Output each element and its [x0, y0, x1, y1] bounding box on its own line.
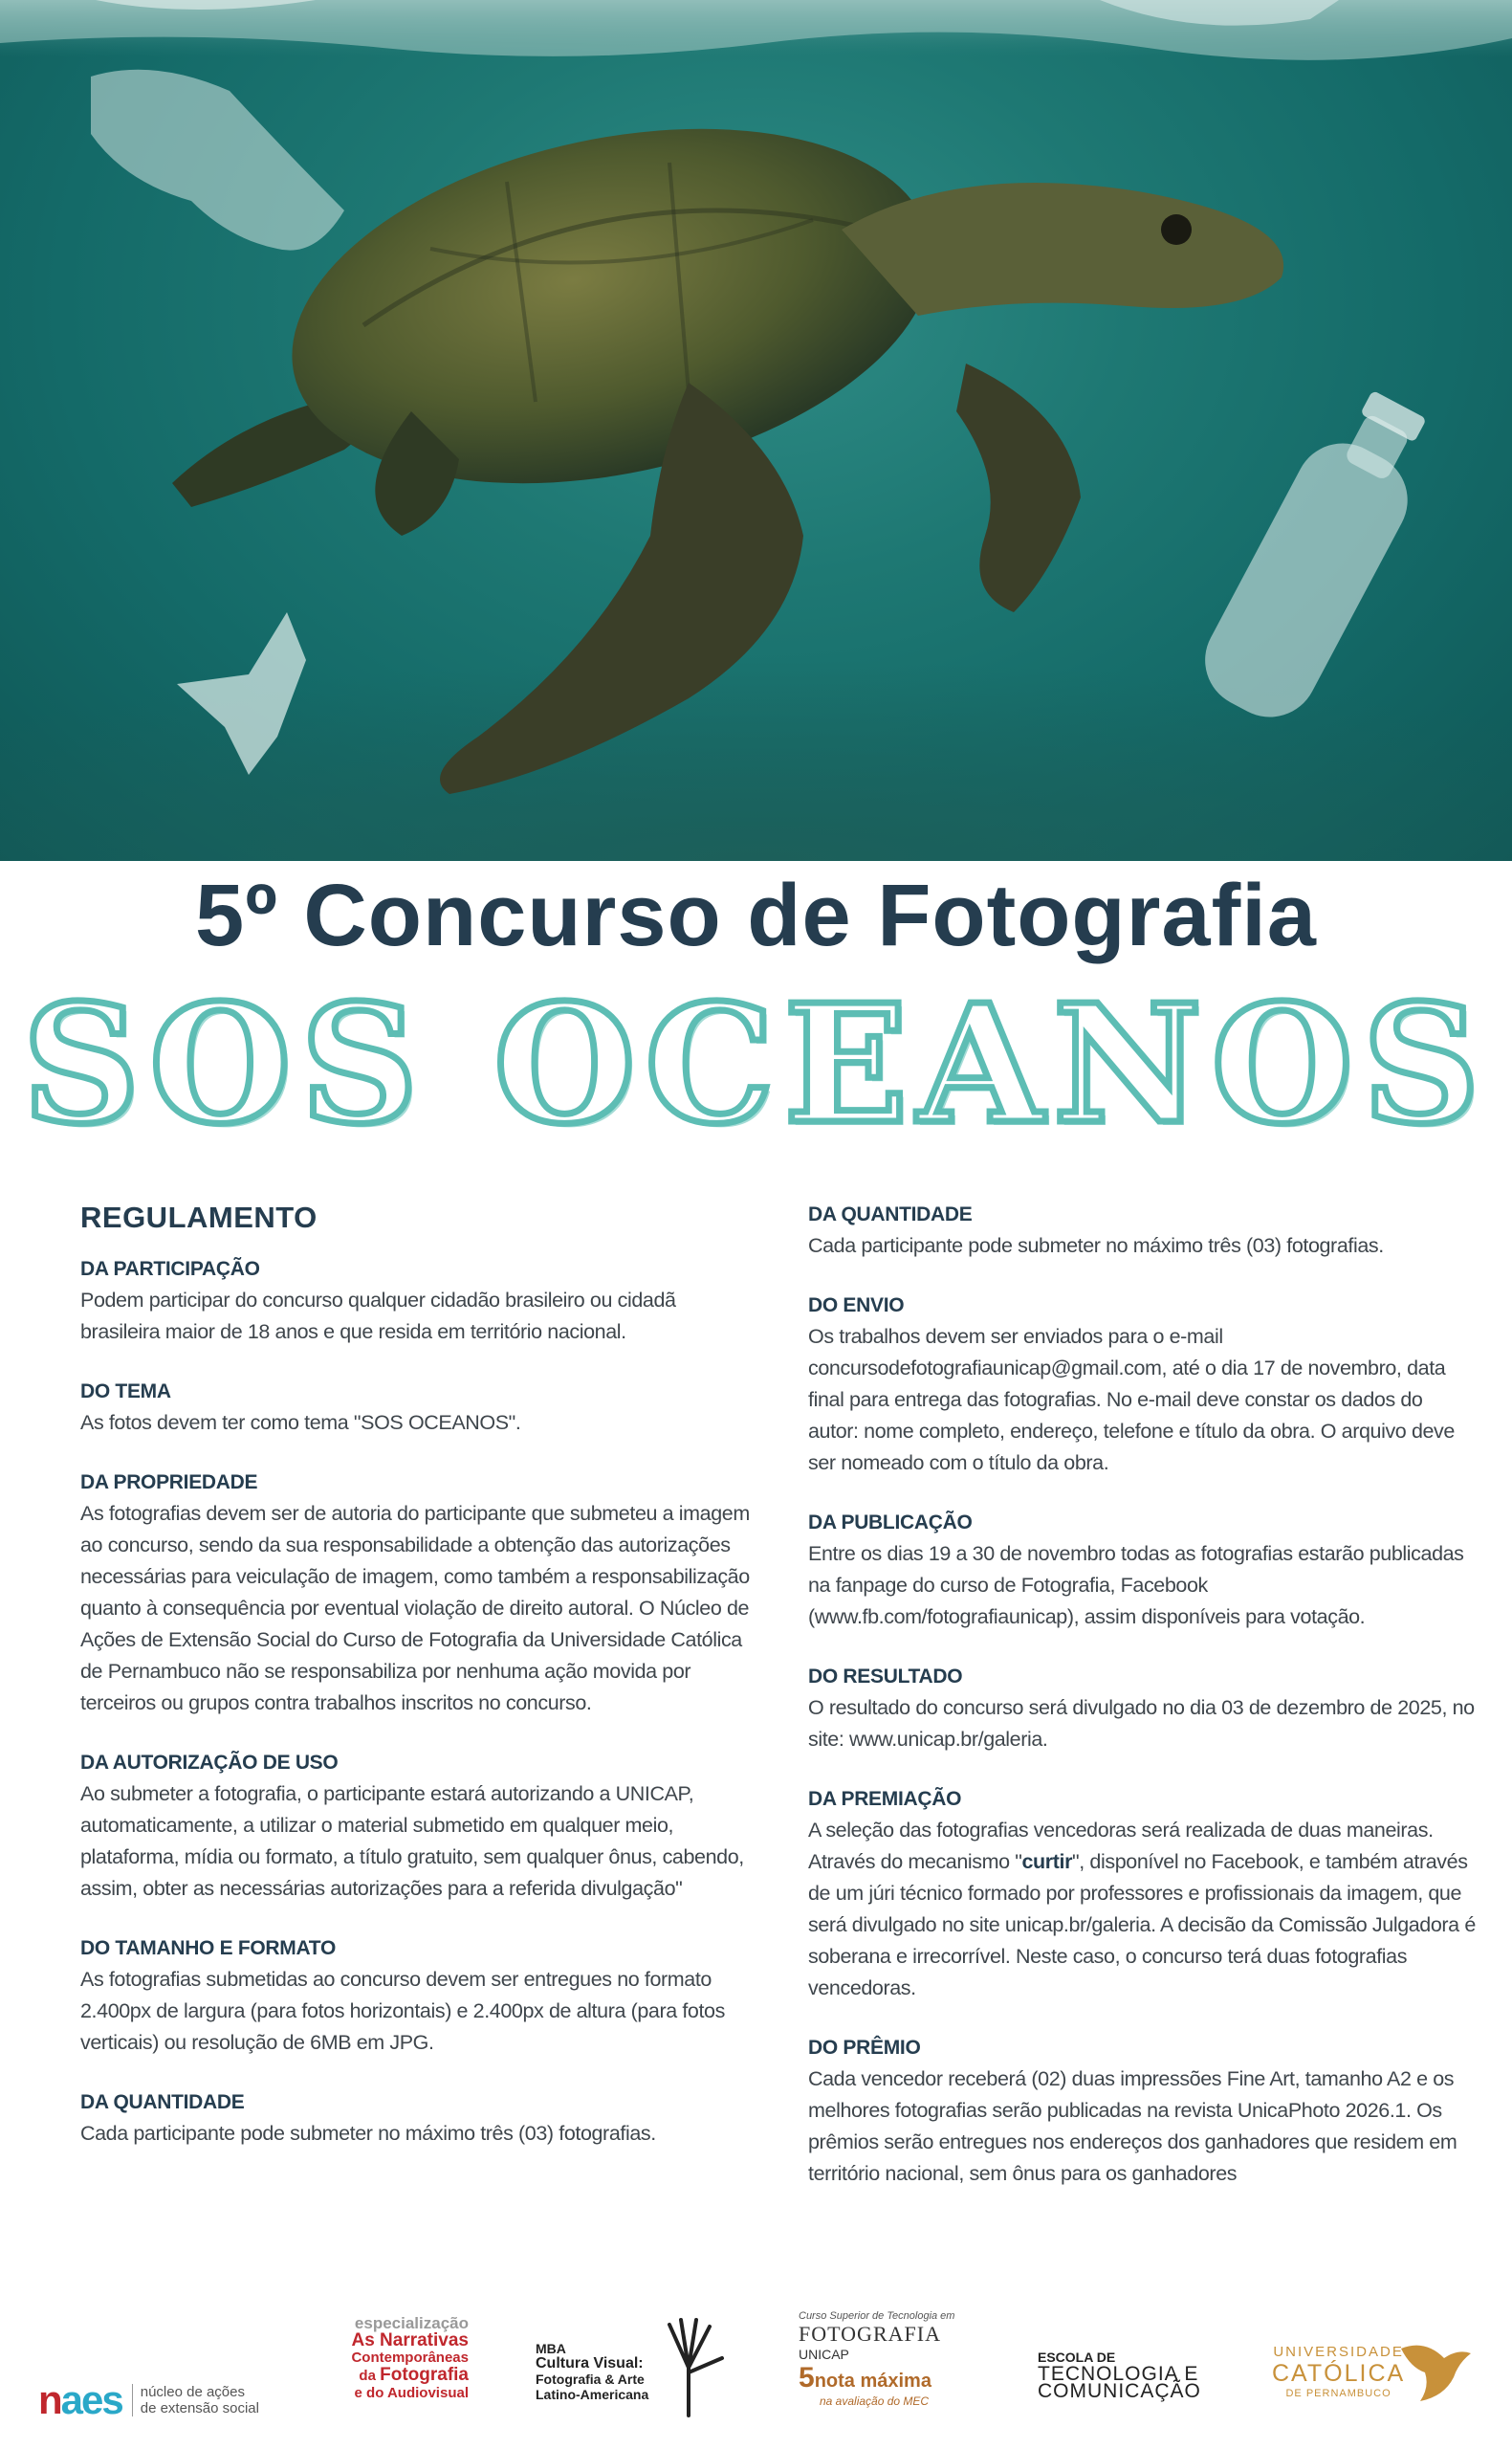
unicap-line-c: CATÓLICA: [1272, 2360, 1406, 2387]
naes-line1: núcleo de ações: [140, 2384, 245, 2400]
page-title: 5º Concurso de Fotografia: [195, 867, 1317, 964]
fu-big: FOTOGRAFIA: [799, 2322, 941, 2346]
narrativas-logo: [335, 2315, 469, 2402]
section-title: DO TAMANHO E FORMATO: [80, 1937, 336, 1959]
regulamento-heading: REGULAMENTO: [80, 1201, 318, 1234]
section-body: As fotografias submetidas ao concurso devem ser entregues no formato 2.400px de largura (para fotos horizontais) e 2.400px de altura (para fotos verticais) ou resolução de 6MB em JPG.: [80, 1968, 725, 2054]
unicap-line-u: UNIVERSIDADE: [1273, 2344, 1404, 2360]
narrativas-da: da: [359, 2368, 376, 2384]
regulamento-left-column: [80, 1201, 750, 2182]
rule-section: [808, 1203, 1478, 1262]
naes-line2: de extensão social: [140, 2400, 259, 2416]
section-title: DO ENVIO: [808, 1294, 905, 1316]
hand-icon: [650, 2315, 727, 2420]
narrativas-line-c1: Contemporâneas: [351, 2350, 469, 2366]
fu-nota: nota máxima: [814, 2371, 931, 2392]
rule-section: [808, 1666, 1478, 1755]
section-body-text: A seleção das fotografias vencedoras será realizada de duas maneiras. Através do mecanismo ": [808, 1819, 1434, 1873]
fu-nota-row: [799, 2362, 971, 2394]
sea-turtle-illustration: [0, 0, 1512, 861]
unicap-logo: [1272, 2344, 1405, 2399]
section-title: DA QUANTIDADE: [80, 2091, 245, 2113]
hero-photo: [0, 0, 1512, 861]
naes-logo: [38, 2377, 259, 2423]
rule-section: [80, 1258, 750, 1348]
section-body: Ao submeter a fotografia, o participante estará autorizando a UNICAP, automaticamente, a utilizar o material submetido em qualquer meio, plataforma, mídia ou formato, a título gratuito, sem qualquer ônus, cabendo, assim, obter as necessárias autorizações para a referida divulgação": [80, 1782, 744, 1900]
mba-logo: [536, 2341, 648, 2402]
section-title: DA AUTORIZAÇÃO DE USO: [80, 1752, 339, 1774]
rule-section: [808, 1511, 1478, 1633]
section-title: DA PARTICIPAÇÃO: [80, 1258, 260, 1280]
escola-logo: [1038, 2349, 1201, 2400]
narrativas-line-a: especialização: [354, 2314, 469, 2332]
section-body-text: ", disponível no Facebook, e também através de um júri técnico formado por professores e profissionais da imagem, que será divulgado no site unicap.br/galeria. A decisão da Comissão Julgadora é soberana e irrecorrível. Neste caso, o concurso terá duas fotografias vencedoras.: [808, 1850, 1476, 1999]
section-body: Cada participante pode submeter no máximo três (03) fotografias.: [80, 2122, 656, 2145]
mba-line4: Latino-Americana: [536, 2387, 649, 2402]
section-title: DA PROPRIEDADE: [80, 1471, 258, 1493]
rule-section: [808, 1294, 1478, 1479]
section-title: DA QUANTIDADE: [808, 1203, 973, 1225]
section-body: O resultado do concurso será divulgado no dia 03 de dezembro de 2025, no site: www.unicap.br/galeria.: [808, 1696, 1475, 1751]
regulamento-right-column: [808, 1203, 1478, 2222]
fu-num: 5: [799, 2362, 815, 2394]
escola-line3: COMUNICAÇÃO: [1038, 2380, 1201, 2402]
partner-logos: [0, 2291, 1512, 2435]
mba-line2: Cultura Visual:: [536, 2355, 644, 2372]
rule-section: [80, 2091, 750, 2150]
unicap-line-p: DE PERNAMBUCO: [1285, 2388, 1391, 2399]
rule-section: [808, 2037, 1478, 2190]
section-body: Os trabalhos devem ser enviados para o e-mail concursodefotografiaunicap@gmail.com, até o dia 17 de novembro, data final para entrega das fotografias. No e-mail deve constar os dados do autor: nome completo, endereço, telefone e título da obra. O arquivo deve ser nomeado com o título da obra.: [808, 1325, 1455, 1474]
fu-small: Curso Superior de Tecnologia em: [799, 2310, 955, 2322]
escola-line1: ESCOLA DE: [1038, 2350, 1116, 2365]
section-body: [808, 1815, 1478, 2004]
section-title: DO RESULTADO: [808, 1666, 963, 1688]
narrativas-fotografia: Fotografia: [380, 2365, 469, 2385]
dove-icon: [1396, 2329, 1473, 2406]
escola-line2: TECNOLOGIA E: [1038, 2363, 1199, 2385]
rule-section: [80, 1752, 750, 1905]
fotografia-unicap-logo: [799, 2310, 971, 2408]
rule-section: [808, 1788, 1478, 2004]
section-title: DA PREMIAÇÃO: [808, 1788, 962, 1810]
fu-sub: UNICAP: [799, 2347, 849, 2362]
naes-text: [132, 2384, 259, 2416]
narrativas-line-c4: e do Audiovisual: [354, 2385, 469, 2401]
narrativas-line-c2c3: [335, 2367, 469, 2385]
section-body: Podem participar do concurso qualquer cidadão brasileiro ou cidadã brasileira maior de 18 anos e que resida em território nacional.: [80, 1289, 676, 1343]
rule-section: [80, 1380, 750, 1439]
section-title: DO TEMA: [80, 1380, 171, 1402]
section-body: As fotos devem ter como tema "SOS OCEANOS".: [80, 1411, 521, 1434]
page-subtitle: SOS OCEANOS: [22, 969, 1490, 1160]
section-title: DA PUBLICAÇÃO: [808, 1511, 973, 1533]
section-title: DO PRÊMIO: [808, 2037, 921, 2059]
mba-line1: MBA: [536, 2341, 566, 2356]
plastic-bag: [91, 70, 344, 251]
naes-mark: naes: [38, 2377, 122, 2422]
section-body: As fotografias devem ser de autoria do participante que submeteu a imagem ao concurso, sendo da sua responsabilidade a obtenção das autorizações necessárias para veiculação de imagem, como também a responsabilização quanto à consequência por eventual violação de direito autoral. O Núcleo de Ações de Extensão Social do Curso de Fotografia da Universidade Católica de Pernambuco não se responsabiliza por nenhuma ação movida por terceiros ou grupos contra trabalhos inscritos no concurso.: [80, 1502, 750, 1714]
fu-mec: na avaliação do MEC: [820, 2394, 930, 2408]
mba-line3: Fotografia & Arte: [536, 2372, 645, 2387]
narrativas-line-b: As Narrativas: [351, 2330, 469, 2350]
section-body: Cada participante pode submeter no máximo três (03) fotografias.: [808, 1234, 1384, 1257]
rule-section: [80, 1471, 750, 1719]
curtir-emphasis: curtir: [1021, 1850, 1073, 1873]
rule-section: [80, 1937, 750, 2059]
section-body: Cada vencedor receberá (02) duas impressões Fine Art, tamanho A2 e os melhores fotografias serão publicadas na revista UnicaPhoto 2026.1. Os prêmios serão entregues nos endereços dos ganhadores que residem em território nacional, sem ônus para os ganhadores: [808, 2067, 1457, 2185]
section-body: Entre os dias 19 a 30 de novembro todas as fotografias estarão publicadas na fanpage do curso de Fotografia, Facebook (www.fb.com/fotografiaunicap), assim disponíveis para votação.: [808, 1542, 1464, 1628]
